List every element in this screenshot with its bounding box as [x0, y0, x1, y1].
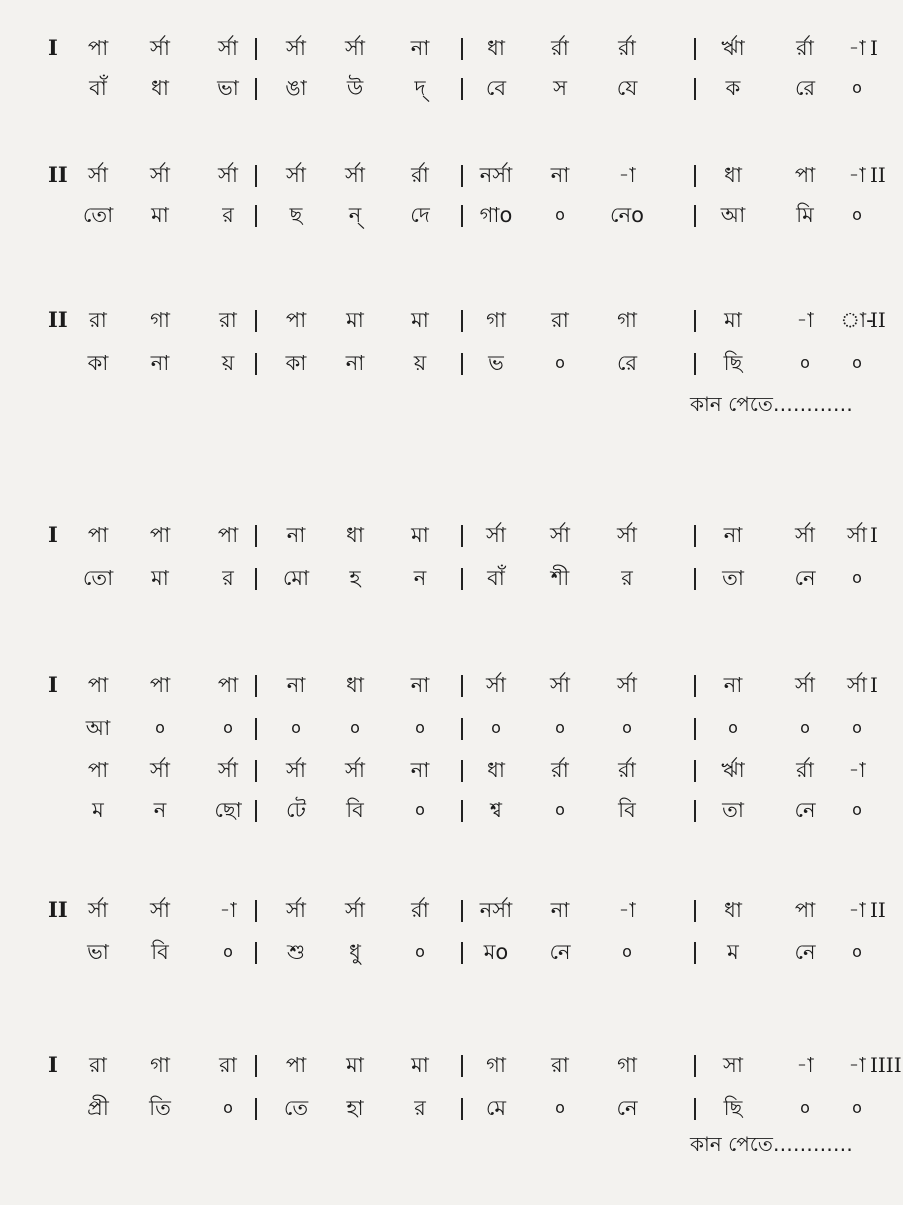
- swara-note: র্ঋা: [721, 36, 745, 60]
- measure-bar: [461, 38, 463, 60]
- lyric-syllable: ন: [413, 566, 427, 590]
- lyric-syllable: শু: [286, 940, 306, 964]
- measure-bar: [461, 1055, 463, 1077]
- lyric-line: [0, 558, 903, 598]
- lyric-line: [0, 1088, 903, 1128]
- measure-bar: [255, 310, 257, 332]
- lyric-syllable: ছ: [289, 203, 303, 227]
- lyric-syllable: o: [291, 718, 301, 737]
- line-end-marker: II: [870, 308, 886, 332]
- swara-note: র্সা: [345, 898, 365, 922]
- lyric-syllable: বাঁ: [487, 566, 505, 590]
- swara-note: পা: [87, 758, 109, 782]
- measure-bar: [255, 760, 257, 782]
- swara-note: -া: [848, 1053, 866, 1077]
- swara-note: গা: [150, 308, 170, 332]
- lyric-syllable: তো: [82, 566, 114, 590]
- swara-note: -া: [796, 308, 814, 332]
- swara-note: না: [410, 673, 430, 697]
- lyric-syllable: o: [350, 718, 360, 737]
- swara-line: [0, 665, 903, 705]
- lyric-syllable: o: [852, 1098, 862, 1117]
- swara-note: রা: [551, 1053, 569, 1077]
- measure-bar: [461, 525, 463, 547]
- refrain-note: কান পেতে…………: [690, 1132, 853, 1156]
- measure-bar: [255, 78, 257, 100]
- swara-note: র্সা: [150, 163, 170, 187]
- swara-note: মা: [724, 308, 742, 332]
- swara-note: র্সা: [286, 758, 306, 782]
- measure-bar: [461, 1098, 463, 1120]
- swara-note: র্রা: [551, 36, 569, 60]
- swara-note: মা: [411, 1053, 429, 1077]
- lyric-syllable: হা: [346, 1096, 364, 1120]
- swara-note: া-: [840, 308, 874, 332]
- lyric-syllable: o: [852, 942, 862, 961]
- swara-note: র্সা: [617, 523, 637, 547]
- line-end-marker: II: [870, 163, 886, 187]
- lyric-syllable: নে: [549, 940, 571, 964]
- swara-note: না: [723, 673, 743, 697]
- lyric-syllable: নে: [794, 798, 816, 822]
- swara-note: না: [550, 898, 570, 922]
- swara-note: না: [550, 163, 570, 187]
- lyric-line: [0, 68, 903, 108]
- lyric-syllable: তা: [722, 798, 744, 822]
- lyric-syllable: o: [155, 718, 165, 737]
- lyric-syllable: কা: [87, 351, 109, 375]
- swara-note: র্রা: [618, 36, 636, 60]
- lyric-syllable: তো: [82, 203, 114, 227]
- lyric-syllable: স: [553, 76, 567, 100]
- swara-note: র্সা: [286, 36, 306, 60]
- lyric-syllable: রে: [794, 76, 816, 100]
- measure-bar: [461, 900, 463, 922]
- line-marker: I: [48, 522, 58, 547]
- line-marker: II: [48, 162, 68, 187]
- lyric-syllable: না: [150, 351, 170, 375]
- swara-note: র্রা: [551, 758, 569, 782]
- lyric-syllable: কা: [285, 351, 307, 375]
- lyric-syllable: o: [800, 353, 810, 372]
- lyric-syllable: আ: [85, 716, 111, 740]
- lyric-syllable: র: [222, 566, 234, 590]
- swara-note: র্সা: [218, 36, 238, 60]
- lyric-syllable: o: [852, 568, 862, 587]
- swara-note: ধা: [487, 36, 505, 60]
- measure-bar: [461, 165, 463, 187]
- swara-note: র্সা: [218, 163, 238, 187]
- lyric-syllable: o: [852, 353, 862, 372]
- swara-note: পা: [87, 673, 109, 697]
- lyric-syllable: প্রী: [87, 1096, 109, 1120]
- measure-bar: [461, 205, 463, 227]
- swara-note: না: [410, 36, 430, 60]
- lyric-syllable: ভা: [87, 940, 109, 964]
- measure-bar: [694, 1055, 696, 1077]
- measure-bar: [255, 1055, 257, 1077]
- lyric-syllable: হ: [349, 566, 361, 590]
- measure-bar: [461, 800, 463, 822]
- swara-note: -া: [848, 163, 866, 187]
- measure-bar: [694, 78, 696, 100]
- swara-note: ধা: [346, 523, 364, 547]
- line-marker: II: [48, 307, 68, 332]
- swara-note: -া: [848, 898, 866, 922]
- swara-line: [0, 750, 903, 790]
- swara-note: -া: [796, 1053, 814, 1077]
- swara-note: র্সা: [550, 673, 570, 697]
- lyric-syllable: o: [223, 942, 233, 961]
- swara-note: ধা: [346, 673, 364, 697]
- swara-line: [0, 155, 903, 195]
- lyric-line: [0, 790, 903, 830]
- swara-note: র্সা: [345, 36, 365, 60]
- lyric-syllable: ধু: [349, 940, 361, 964]
- swara-line: [0, 28, 903, 68]
- swara-note: মা: [346, 1053, 364, 1077]
- line-end-marker: II: [870, 898, 886, 922]
- lyric-syllable: মা: [151, 566, 169, 590]
- swara-note: রা: [89, 1053, 107, 1077]
- lyric-line: [0, 932, 903, 972]
- lyric-syllable: o: [852, 718, 862, 737]
- swara-note: পা: [794, 898, 816, 922]
- lyric-syllable: নে: [794, 940, 816, 964]
- lyric-syllable: বি: [346, 798, 364, 822]
- swara-note: র্রা: [796, 758, 814, 782]
- swara-note: ধা: [487, 758, 505, 782]
- swara-line: [0, 515, 903, 555]
- lyric-syllable: তা: [722, 566, 744, 590]
- measure-bar: [694, 310, 696, 332]
- swara-note: -া: [618, 898, 636, 922]
- swara-note: রা: [551, 308, 569, 332]
- line-end-marker: IIII: [870, 1053, 902, 1077]
- swara-note: র্সা: [795, 523, 815, 547]
- swara-note: নর্সা: [479, 898, 513, 922]
- swara-note: -া: [618, 163, 636, 187]
- swara-note: র্সা: [218, 758, 238, 782]
- lyric-syllable: ছো: [214, 798, 242, 822]
- measure-bar: [694, 900, 696, 922]
- lyric-syllable: ম: [727, 940, 739, 964]
- swara-line: [0, 890, 903, 930]
- measure-bar: [694, 525, 696, 547]
- lyric-syllable: ভা: [217, 76, 239, 100]
- swara-note: র্সা: [150, 36, 170, 60]
- lyric-syllable: মো: [282, 566, 310, 590]
- lyric-line: [0, 343, 903, 383]
- swara-note: না: [723, 523, 743, 547]
- measure-bar: [461, 942, 463, 964]
- swara-note: ধা: [724, 898, 742, 922]
- swara-note: না: [286, 673, 306, 697]
- lyric-line: [0, 708, 903, 748]
- swara-line: [0, 1045, 903, 1085]
- measure-bar: [694, 38, 696, 60]
- swara-note: গা: [150, 1053, 170, 1077]
- swara-note: গা: [617, 1053, 637, 1077]
- swara-note: র্সা: [550, 523, 570, 547]
- lyric-syllable: মা: [151, 203, 169, 227]
- refrain-note: কান পেতে…………: [690, 392, 853, 416]
- swara-note: পা: [149, 673, 171, 697]
- lyric-syllable: o: [223, 718, 233, 737]
- measure-bar: [694, 718, 696, 740]
- swara-note: ধা: [724, 163, 742, 187]
- swara-note: পা: [285, 308, 307, 332]
- swara-note: র্সা: [345, 758, 365, 782]
- swara-note: মা: [346, 308, 364, 332]
- lyric-syllable: দে: [410, 203, 430, 227]
- swara-note: র্সা: [617, 673, 637, 697]
- measure-bar: [255, 800, 257, 822]
- swara-line: [0, 300, 903, 340]
- lyric-syllable: তে: [283, 1096, 309, 1120]
- swara-note: পা: [87, 523, 109, 547]
- lyric-syllable: o: [622, 718, 632, 737]
- lyric-syllable: ধা: [151, 76, 169, 100]
- swara-note: র্সা: [286, 163, 306, 187]
- lyric-syllable: টে: [286, 798, 306, 822]
- lyric-syllable: র: [222, 203, 234, 227]
- swara-note: র্সা: [88, 163, 108, 187]
- measure-bar: [255, 38, 257, 60]
- measure-bar: [255, 568, 257, 590]
- swara-note: রা: [219, 308, 237, 332]
- swara-note: র্রা: [411, 898, 429, 922]
- swara-note: র্সা: [847, 673, 867, 697]
- swara-note: গা: [486, 1053, 506, 1077]
- swara-note: মা: [411, 308, 429, 332]
- swara-note: র্ঋা: [721, 758, 745, 782]
- measure-bar: [255, 900, 257, 922]
- lyric-syllable: ক: [725, 76, 741, 100]
- swara-note: না: [410, 758, 430, 782]
- line-marker: I: [48, 672, 58, 697]
- swara-note: -া: [848, 36, 866, 60]
- lyric-syllable: নেo: [610, 203, 644, 227]
- measure-bar: [694, 760, 696, 782]
- swara-note: র্রা: [411, 163, 429, 187]
- swara-note: পা: [285, 1053, 307, 1077]
- lyric-syllable: বে: [485, 76, 507, 100]
- measure-bar: [255, 353, 257, 375]
- swara-note: পা: [87, 36, 109, 60]
- swara-note: পা: [149, 523, 171, 547]
- lyric-syllable: ভ: [488, 351, 504, 375]
- measure-bar: [694, 800, 696, 822]
- lyric-syllable: বাঁ: [89, 76, 107, 100]
- measure-bar: [461, 718, 463, 740]
- lyric-syllable: o: [622, 942, 632, 961]
- lyric-syllable: মo: [483, 940, 509, 964]
- lyric-syllable: মি: [796, 203, 814, 227]
- lyric-syllable: o: [852, 800, 862, 819]
- lyric-syllable: o: [491, 718, 501, 737]
- measure-bar: [461, 310, 463, 332]
- line-end-marker: I: [870, 523, 878, 547]
- lyric-syllable: দ্: [414, 76, 426, 100]
- lyric-syllable: আ: [720, 203, 746, 227]
- swara-note: র্সা: [286, 898, 306, 922]
- lyric-syllable: শী: [550, 566, 570, 590]
- swara-note: পা: [217, 673, 239, 697]
- line-marker: I: [48, 1052, 58, 1077]
- lyric-syllable: ন: [153, 798, 167, 822]
- lyric-syllable: o: [800, 1098, 810, 1117]
- line-marker: I: [48, 35, 58, 60]
- lyric-syllable: o: [555, 353, 565, 372]
- lyric-syllable: ঙা: [285, 76, 307, 100]
- swara-note: র্সা: [150, 898, 170, 922]
- lyric-syllable: o: [852, 78, 862, 97]
- swara-note: র্সা: [150, 758, 170, 782]
- swara-note: নর্সা: [479, 163, 513, 187]
- line-end-marker: I: [870, 36, 878, 60]
- swara-note: র্সা: [345, 163, 365, 187]
- swara-note: সা: [723, 1053, 743, 1077]
- lyric-syllable: o: [415, 942, 425, 961]
- swara-note: র্সা: [847, 523, 867, 547]
- measure-bar: [461, 760, 463, 782]
- measure-bar: [694, 353, 696, 375]
- measure-bar: [461, 675, 463, 697]
- measure-bar: [694, 942, 696, 964]
- lyric-syllable: না: [345, 351, 365, 375]
- measure-bar: [255, 205, 257, 227]
- swara-note: পা: [794, 163, 816, 187]
- swara-note: রা: [219, 1053, 237, 1077]
- swara-note: গা: [486, 308, 506, 332]
- measure-bar: [694, 1098, 696, 1120]
- lyric-line: [0, 195, 903, 235]
- swara-note: র্সা: [486, 523, 506, 547]
- swara-note: র্রা: [618, 758, 636, 782]
- lyric-syllable: তি: [149, 1096, 171, 1120]
- lyric-syllable: o: [415, 718, 425, 737]
- measure-bar: [255, 718, 257, 740]
- swara-note: র্সা: [486, 673, 506, 697]
- measure-bar: [461, 78, 463, 100]
- measure-bar: [255, 165, 257, 187]
- measure-bar: [255, 942, 257, 964]
- measure-bar: [694, 675, 696, 697]
- measure-bar: [461, 568, 463, 590]
- lyric-syllable: গাo: [479, 203, 513, 227]
- lyric-syllable: র: [621, 566, 633, 590]
- swara-note: রা: [89, 308, 107, 332]
- lyric-syllable: নে: [794, 566, 816, 590]
- lyric-syllable: o: [555, 718, 565, 737]
- lyric-syllable: বি: [618, 798, 636, 822]
- measure-bar: [255, 525, 257, 547]
- measure-bar: [255, 675, 257, 697]
- lyric-syllable: র: [414, 1096, 426, 1120]
- line-marker: II: [48, 897, 68, 922]
- swara-note: র্রা: [796, 36, 814, 60]
- line-end-marker: I: [870, 673, 878, 697]
- swara-note: পা: [217, 523, 239, 547]
- lyric-syllable: মে: [485, 1096, 507, 1120]
- lyric-syllable: o: [852, 205, 862, 224]
- measure-bar: [694, 165, 696, 187]
- lyric-syllable: বি: [151, 940, 169, 964]
- measure-bar: [694, 205, 696, 227]
- swara-note: গা: [617, 308, 637, 332]
- swara-note: র্সা: [88, 898, 108, 922]
- lyric-syllable: য়: [221, 351, 235, 375]
- lyric-syllable: ছি: [723, 1096, 743, 1120]
- lyric-syllable: য়: [413, 351, 427, 375]
- measure-bar: [461, 353, 463, 375]
- swara-note: -া: [848, 758, 866, 782]
- lyric-syllable: o: [800, 718, 810, 737]
- lyric-syllable: নে: [616, 1096, 638, 1120]
- measure-bar: [255, 1098, 257, 1120]
- lyric-syllable: o: [555, 800, 565, 819]
- lyric-syllable: ম: [92, 798, 104, 822]
- swara-note: মা: [411, 523, 429, 547]
- lyric-syllable: o: [555, 205, 565, 224]
- lyric-syllable: o: [555, 1098, 565, 1117]
- lyric-syllable: ন্: [348, 203, 362, 227]
- lyric-syllable: উ: [346, 76, 364, 100]
- swara-note: র্সা: [795, 673, 815, 697]
- swara-note: না: [286, 523, 306, 547]
- lyric-syllable: রে: [616, 351, 638, 375]
- measure-bar: [694, 568, 696, 590]
- lyric-syllable: শ্ব: [490, 798, 502, 822]
- lyric-syllable: যে: [616, 76, 638, 100]
- lyric-syllable: ছি: [723, 351, 743, 375]
- lyric-syllable: o: [728, 718, 738, 737]
- lyric-syllable: o: [415, 800, 425, 819]
- swara-note: -া: [219, 898, 237, 922]
- lyric-syllable: o: [223, 1098, 233, 1117]
